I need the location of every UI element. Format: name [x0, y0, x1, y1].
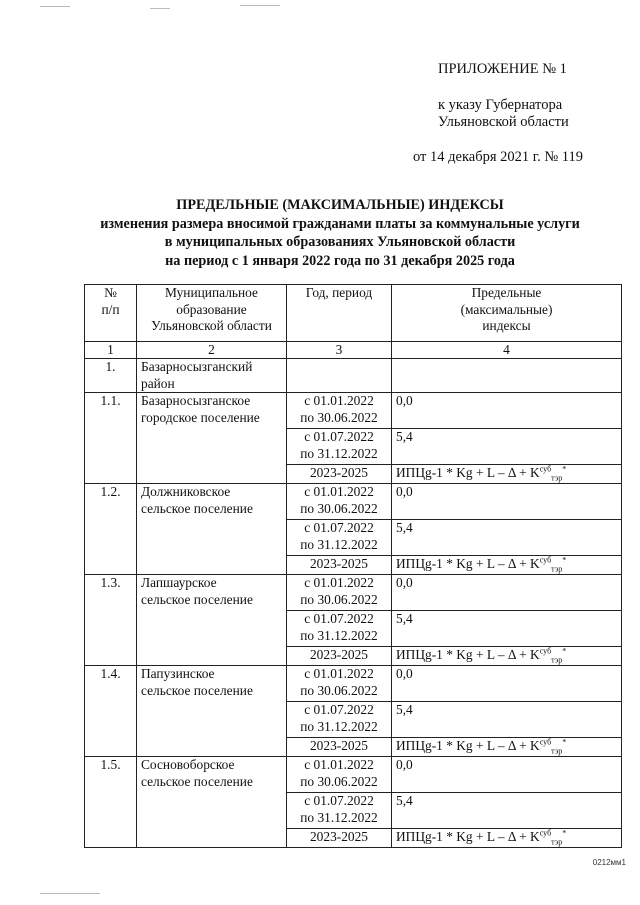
formula-base: ИПЦg-1 * Kg + L – Δ + K	[396, 829, 540, 844]
period-cell: с 01.01.2022 по 30.06.2022	[287, 484, 392, 520]
header-municipality: Муниципальное образование Ульяновской области	[137, 285, 287, 342]
settlement-name: Папузинское сельское поселение	[137, 666, 287, 757]
settlement-number: 1.3.	[85, 575, 137, 666]
index-cell: 0,0	[392, 757, 622, 793]
formula-subscript: тэр	[551, 746, 563, 756]
period-cell: с 01.01.2022 по 30.06.2022	[287, 575, 392, 611]
settlement-name: Лапшаурское сельское поселение	[137, 575, 287, 666]
index-cell: 5,4	[392, 520, 622, 556]
appendix-label: ПРИЛОЖЕНИЕ № 1	[438, 61, 567, 77]
period-cell: с 01.07.2022 по 31.12.2022	[287, 611, 392, 647]
index-cell	[392, 738, 622, 757]
decree-line-1: к указу Губернатора	[438, 97, 563, 113]
index-cell: 0,0	[392, 393, 622, 429]
region-number: 1.	[85, 359, 137, 393]
period-cell: 2023-2025	[287, 829, 392, 848]
settlement-name: Базарносызганское городское поселение	[137, 393, 287, 484]
document-title	[70, 196, 610, 270]
column-number: 1	[85, 342, 137, 359]
formula-asterisk: *	[562, 646, 567, 656]
period-cell: 2023-2025	[287, 556, 392, 575]
index-cell: 0,0	[392, 484, 622, 520]
index-cell: 5,4	[392, 429, 622, 465]
formula-asterisk: *	[562, 464, 567, 474]
table-row	[85, 666, 622, 702]
formula-base: ИПЦg-1 * Kg + L – Δ + K	[396, 738, 540, 753]
settlement-rows	[85, 393, 622, 848]
formula-subscript: тэр	[551, 837, 563, 847]
indices-table	[84, 284, 622, 848]
settlement-number: 1.4.	[85, 666, 137, 757]
index-cell	[392, 647, 622, 666]
index-cell	[392, 465, 622, 484]
index-cell	[392, 556, 622, 575]
column-number: 4	[392, 342, 622, 359]
settlement-number: 1.5.	[85, 757, 137, 848]
formula-base: ИПЦg-1 * Kg + L – Δ + K	[396, 647, 540, 662]
column-number: 2	[137, 342, 287, 359]
region-period-empty	[287, 359, 392, 393]
period-cell: с 01.01.2022 по 30.06.2022	[287, 666, 392, 702]
formula-subscript: тэр	[551, 473, 563, 483]
title-line-1: ПРЕДЕЛЬНЫЕ (МАКСИМАЛЬНЫЕ) ИНДЕКСЫ	[176, 197, 504, 213]
settlement-name: Должниковское сельское поселение	[137, 484, 287, 575]
period-cell: 2023-2025	[287, 647, 392, 666]
column-number-row	[85, 342, 622, 359]
period-cell: с 01.07.2022 по 31.12.2022	[287, 702, 392, 738]
formula-base: ИПЦg-1 * Kg + L – Δ + K	[396, 465, 540, 480]
period-cell: с 01.01.2022 по 30.06.2022	[287, 393, 392, 429]
period-cell: 2023-2025	[287, 738, 392, 757]
formula-superscript: суб	[539, 646, 552, 656]
formula-asterisk: *	[562, 737, 567, 747]
table-header-row	[85, 285, 622, 342]
index-cell: 5,4	[392, 793, 622, 829]
formula-superscript: суб	[539, 737, 552, 747]
document-stamp: 0212мм1	[592, 858, 626, 867]
header-number: № п/п	[85, 285, 137, 342]
column-number: 3	[287, 342, 392, 359]
formula-superscript: суб	[539, 828, 552, 838]
decree-line-2: Ульяновской области	[438, 114, 569, 130]
formula-base: ИПЦg-1 * Kg + L – Δ + K	[396, 556, 540, 571]
header-period: Год, период	[287, 285, 392, 342]
region-row	[85, 359, 622, 393]
formula-subscript: тэр	[551, 655, 563, 665]
formula-superscript: суб	[539, 464, 552, 474]
settlement-number: 1.2.	[85, 484, 137, 575]
settlement-number: 1.1.	[85, 393, 137, 484]
title-line-4: на период с 1 января 2022 года по 31 декабря 2025 года	[165, 252, 515, 269]
formula-superscript: суб	[539, 555, 552, 565]
index-cell: 0,0	[392, 575, 622, 611]
title-line-3: в муниципальных образованиях Ульяновской области	[164, 234, 516, 250]
table-row	[85, 575, 622, 611]
index-cell: 5,4	[392, 702, 622, 738]
title-line-2: изменения размера вносимой гражданами платы за коммунальные услуги	[100, 215, 580, 232]
formula-asterisk: *	[562, 828, 567, 838]
table-row	[85, 484, 622, 520]
table-row	[85, 393, 622, 429]
period-cell: 2023-2025	[287, 465, 392, 484]
period-cell: с 01.07.2022 по 31.12.2022	[287, 429, 392, 465]
period-cell: с 01.07.2022 по 31.12.2022	[287, 793, 392, 829]
settlement-name: Сосновоборское сельское поселение	[137, 757, 287, 848]
period-cell: с 01.07.2022 по 31.12.2022	[287, 520, 392, 556]
region-name: Базарносызганский район	[137, 359, 287, 393]
formula-subscript: тэр	[551, 564, 563, 574]
region-index-empty	[392, 359, 622, 393]
decree-date: от 14 декабря 2021 г. № 119	[413, 149, 583, 165]
index-cell: 0,0	[392, 666, 622, 702]
period-cell: с 01.01.2022 по 30.06.2022	[287, 757, 392, 793]
header-indices: Предельные (максимальные) индексы	[392, 285, 622, 342]
formula-asterisk: *	[562, 555, 567, 565]
index-cell	[392, 829, 622, 848]
index-cell: 5,4	[392, 611, 622, 647]
table-row	[85, 757, 622, 793]
